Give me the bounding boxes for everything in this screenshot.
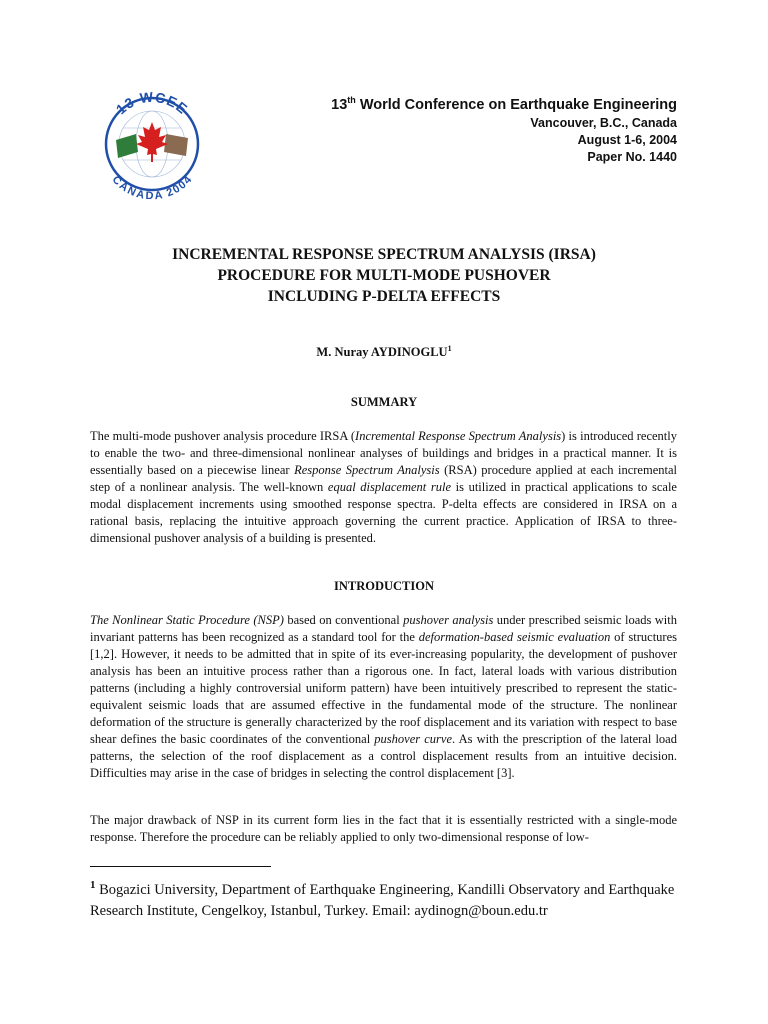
author-name: M. Nuray AYDINOGLU <box>316 345 448 360</box>
intro-emphasis: deformation-based seismic evaluation <box>418 630 611 644</box>
introduction-paragraph-2: The major drawback of NSP in its current form lies in the fact that it is essentially restricted with a single-mode response. Therefore the procedure can be reliably applied to only two-dimensional response of low- <box>90 813 677 844</box>
footnote-mark: 1 <box>90 879 96 891</box>
title-line: INCREMENTAL RESPONSE SPECTRUM ANALYSIS (IRSA) <box>172 246 596 263</box>
author <box>90 344 678 360</box>
author-footnote-mark: 1 <box>447 344 452 353</box>
paper-number: Paper No. 1440 <box>587 149 677 164</box>
intro-emphasis: pushover curve <box>374 732 453 746</box>
intro-text: . As with the prescription of the lateral load patterns, the selection of the roof displacement as a control displacement results from an intuitive decision. Difficulties may arise in the case of bridges in selecting the control displacement [3]. <box>90 732 677 780</box>
title-line: INCLUDING P-DELTA EFFECTS <box>267 288 501 305</box>
paper-title <box>90 244 678 307</box>
logo-bottom-text: CANADA 2004 <box>109 173 195 202</box>
intro-text: based on conventional <box>283 613 404 627</box>
conference-location: Vancouver, B.C., Canada <box>530 115 677 130</box>
introduction-paragraph-1 <box>90 612 677 782</box>
intro-text: under prescribed seismic loads with invariant patterns has been recognized as a standard tool for the <box>90 613 677 644</box>
intro-text: of structures [1,2]. However, it needs to be admitted that in spite of its ever-increasing popularity, the development of pushover analysis has been an intuitive process rather than a rigorous one. In fact, lateral loads with various distribution patterns (including a highly controversial uniform pattern) have been intuitively prescribed to represent the static-equivalent seismic loads that are assumed effective in the fundamental mode of the structure. The nonlinear deformation of the structure is generally characterized by the roof displacement and its variation with respect to base shear defines the basic coordinates of the conventional <box>90 630 677 746</box>
summary-text: ) is introduced recently to enable the two- and three-dimensional nonlinear analyses of buildings and bridges in a practical manner. It is essentially based on a piecewise linear <box>90 429 678 477</box>
summary-paragraph <box>90 428 677 547</box>
intro-emphasis: The Nonlinear Static Procedure (NSP) <box>90 613 284 627</box>
introduction-heading: INTRODUCTION <box>333 579 434 593</box>
summary-text: is utilized in practical applications to scale modal displacement increments using smoothed response spectra. P-delta effects are considered in IRSA on a rational basis, replacing the intuitive approach governing the current practice. Application of IRSA to three-dimensional pushover analysis of a building is presented. <box>90 480 677 545</box>
summary-heading: SUMMARY <box>350 395 418 409</box>
footnote <box>90 875 677 922</box>
summary-emphasis: Incremental Response Spectrum Analysis <box>355 429 562 443</box>
wcee-logo-graphic <box>92 82 212 202</box>
summary-text: (RSA) procedure applied at each incremental step of a nonlinear analysis. The well-known <box>90 463 677 494</box>
title-line: PROCEDURE FOR MULTI-MODE PUSHOVER <box>217 267 551 284</box>
summary-emphasis: Response Spectrum Analysis <box>294 463 440 477</box>
conference-header <box>331 90 677 166</box>
conference-ordinal: th <box>347 95 356 105</box>
intro-emphasis: pushover analysis <box>403 613 494 627</box>
summary-emphasis: equal displacement rule <box>327 480 452 494</box>
conference-dates: August 1-6, 2004 <box>577 132 677 147</box>
conference-logo <box>92 82 212 202</box>
footnote-text: Bogazici University, Department of Earthquake Engineering, Kandilli Observatory and Earthquake Research Institute, Cengelkoy, Istanbul, Turkey. Email: aydinogn@boun.edu.tr <box>90 881 675 919</box>
conference-title <box>331 90 677 115</box>
logo-top-text: 13 WCEE <box>112 88 192 118</box>
footnote-divider <box>90 866 271 867</box>
summary-text: The multi-mode pushover analysis procedure IRSA ( <box>90 429 356 443</box>
conference-number: 13 <box>331 96 348 113</box>
conference-name: World Conference on Earthquake Engineering <box>359 96 677 113</box>
